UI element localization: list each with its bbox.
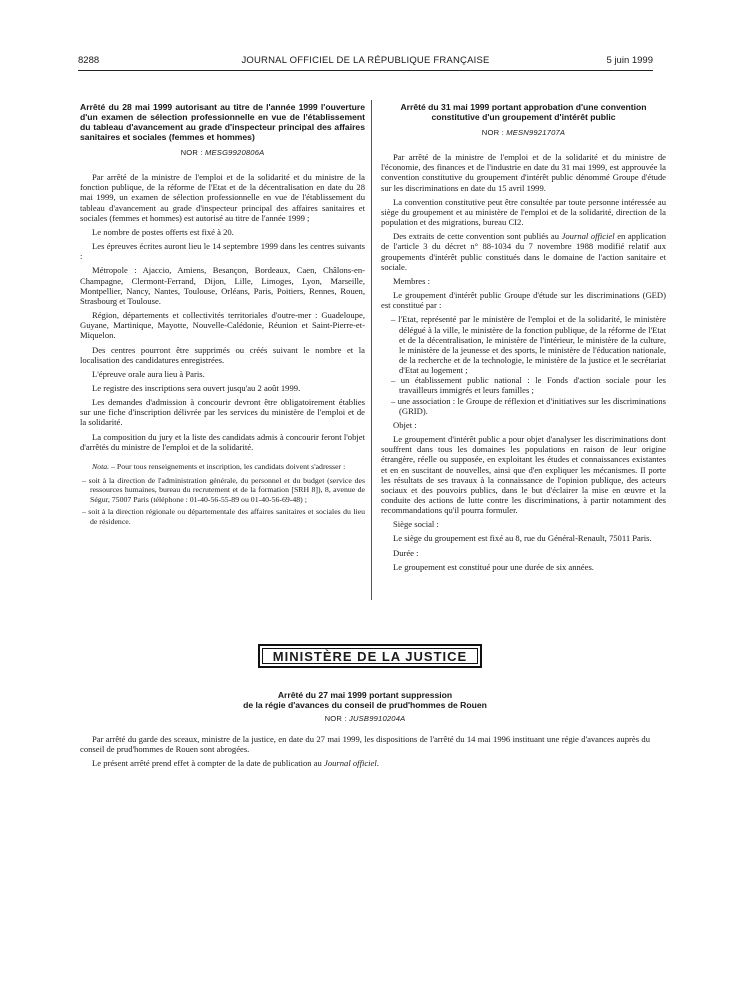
nor-code: MESN9921707A xyxy=(506,128,566,137)
paragraph: Le siège du groupement est fixé au 8, rue du Général-Renault, 75011 Paris. xyxy=(393,533,652,544)
nota-label: Nota. xyxy=(92,461,110,471)
section-label: Siège social : xyxy=(393,519,439,530)
journal-reference: Journal officiel xyxy=(324,758,377,769)
section-label: Durée : xyxy=(393,547,419,558)
ministry-heading-box xyxy=(258,644,482,668)
paragraph: Par arrêté du garde des sceaux, ministre de la justice, en date du 27 mai 1999, les dispositions de l'arrêté du 14 mai 1996 instituant une régie d'avances auprès du conseil de prud'hommes de Rouen sont abrogées. xyxy=(80,734,650,755)
paragraph: Le registre des inscriptions sera ouvert jusqu'au 2 août 1999. xyxy=(92,382,301,393)
section-label: Objet : xyxy=(393,419,417,430)
paragraph: Le groupement est constitué pour une durée de six années. xyxy=(393,561,594,572)
nor-code: MESG9920806A xyxy=(205,148,265,157)
paragraph: La convention constitutive peut être consultée par toute personne intéressée au siège du groupement et au ministère de l'emploi et de la solidarité, direction de la population et des migrations, bureau CI2. xyxy=(381,196,666,228)
nor-reference-left xyxy=(80,148,365,158)
decree-title-right: Arrêté du 31 mai 1999 portant approbation d'une convention constitutive d'un groupement d'intérêt public xyxy=(400,102,647,122)
column-separator xyxy=(371,100,372,600)
paragraph: Métropole : Ajaccio, Amiens, Besançon, Bordeaux, Caen, Châlons-en-Champagne, Clermont-Ferrand, Dijon, Lille, Limoges, Lyon, Marseille, Montpellier, Nancy, Nantes, Toulouse, Orléans, Paris, Poitiers, Rennes, Rouen, Strasbourg et Toulouse. xyxy=(80,265,365,306)
journal-title: JOURNAL OFFICIEL DE LA RÉPUBLIQUE FRANÇAISE xyxy=(241,55,490,66)
paragraph: Région, départements et collectivités territoriales d'outre-mer : Guadeloupe, Guyane, Martinique, Mayotte, Nouvelle-Calédonie, Réunion et Saint-Pierre-et-Miquelon. xyxy=(80,310,365,341)
ministry-heading: MINISTÈRE DE LA JUSTICE xyxy=(262,648,478,664)
text: . xyxy=(376,758,379,769)
nor-label: NOR : xyxy=(180,148,203,157)
paragraph: L'épreuve orale aura lieu à Paris. xyxy=(92,368,205,379)
paragraph: La composition du jury et la liste des candidats admis à concourir feront l'objet d'arrêtés du ministre de l'emploi et de la solidarité. xyxy=(80,431,365,452)
nota-item: – soit à la direction de l'administration générale, du personnel et du budget (service des ressources humaines, bureau du recrutement et de la formation [SRH 8]), 8, avenue de Ségur, 75007 Paris (téléphone : 01-40-56-55-89 ou 01-40-56-69-48) ; xyxy=(82,475,365,504)
decree-title-left: Arrêté du 28 mai 1999 autorisant au titre de l'année 1999 l'ouverture d'un examen de sélection professionnelle en vue de l'établissement du tableau d'avancement au grade d'inspecteur principal des affaires sanitaires et sociales (femmes et hommes) xyxy=(80,102,365,142)
text: Des extraits de cette convention sont publiés au xyxy=(393,231,562,242)
left-column xyxy=(80,102,365,529)
paragraph: Par arrêté de la ministre de l'emploi et de la solidarité et du ministre de la fonction publique, de la réforme de l'Etat et de la décentralisation en date du 28 mai 1999, un examen de sélection professionnelle en vue de l'établissement du tableau d'avancement au grade d'inspecteur principal des affaires sanitaires et sociales (femmes et hommes) est autorisé au titre de l'année 1999 ; xyxy=(80,172,365,223)
section-label: Membres : xyxy=(393,275,430,286)
decree-title-bottom xyxy=(80,690,650,710)
header-rule xyxy=(78,70,653,71)
paragraph: Des centres pourront être supprimés ou créés suivant le nombre et la localisation des candidatures enregistrées. xyxy=(80,344,365,365)
nor-reference-right xyxy=(381,128,666,138)
text: Le présent arrêté prend effet à compter de la date de publication au xyxy=(92,758,324,769)
bottom-decree xyxy=(80,690,650,773)
nota-item: – soit à la direction régionale ou départementale des affaires sanitaires et sociales du lieu de résidence. xyxy=(82,507,365,526)
nor-label: NOR : xyxy=(324,714,347,723)
paragraph: Les demandes d'admission à concourir devront être obligatoirement établies sur une fiche d'inscription délivrée par les services du ministère de l'emploi et de la solidarité. xyxy=(80,397,365,428)
nota-block xyxy=(80,462,365,527)
nor-code: JUSB9910204A xyxy=(348,714,406,723)
issue-date: 5 juin 1999 xyxy=(606,55,653,66)
nota-text: – Pour tous renseignements et inscription, les candidats doivent s'adresser : xyxy=(109,461,346,471)
page-number: 8288 xyxy=(78,55,100,66)
paragraph: Par arrêté de la ministre de l'emploi et de la solidarité et du ministre de l'économie, des finances et de l'industrie en date du 31 mai 1999, est approuvée la convention constitutive du groupement d'intérêt public dénommé Groupe d'étude sur les discriminations en date du 15 avril 1999. xyxy=(381,152,666,193)
journal-reference: Journal officiel xyxy=(561,231,615,242)
paragraph: Les épreuves écrites auront lieu le 14 septembre 1999 dans les centres suivants : xyxy=(80,241,365,262)
paragraph: Le nombre de postes offerts est fixé à 20. xyxy=(92,226,234,237)
member-item: – un établissement public national : le Fonds d'action sociale pour les travailleurs immigrés et leurs familles ; xyxy=(391,375,666,396)
member-item: – une association : le Groupe de réflexion et d'initiatives sur les discriminations (GRID). xyxy=(391,395,666,416)
paragraph xyxy=(381,231,666,272)
member-item: – l'Etat, représenté par le ministère de l'emploi et de la solidarité, le ministère délégué à la ville, le ministère de la fonction publique, de la réforme de l'Etat et de la décentralisation, le ministère de l'intérieur, le ministère de la culture, le ministère de la jeunesse et des sports, le ministère de l'éducation nationale, de la recherche et de la technologie, le ministère de la justice et le secrétariat d'Etat au logement ; xyxy=(391,314,666,376)
right-column xyxy=(381,102,666,576)
page-header xyxy=(78,55,653,69)
nor-label: NOR : xyxy=(481,128,504,137)
paragraph: Le groupement d'intérêt public Groupe d'étude sur les discriminations (GED) est constitué par : xyxy=(381,290,666,311)
nota-paragraph xyxy=(80,462,365,472)
text: en application de l'article 3 du décret n° 88-1034 du 7 novembre 1988 modifié relatif aux groupements d'intérêt public constitués dans le domaine de l'action sanitaire et sociale. xyxy=(381,231,667,272)
paragraph: Le groupement d'intérêt public a pour objet d'analyser les discriminations dont souffrent dans tous les domaines les populations en raison de leur origine étrangère, réelle ou supposée, en exploitant les études et connaissances existantes et en en suscitant de nouvelles, ainsi que d'en expliquer les mécanismes. Il porte les résultats de ses travaux à la connaissance de l'opinion publique, des acteurs sociaux et des pouvoirs publics, dans le but d'éclairer la mise en œuvre et la conduite des actions de lutte contre les discriminations, à partir notamment des recommandations qu'il pourra formuler. xyxy=(381,434,666,516)
title-line: Arrêté du 27 mai 1999 portant suppression xyxy=(277,690,453,700)
paragraph xyxy=(80,758,650,768)
title-line: de la régie d'avances du conseil de prud'hommes de Rouen xyxy=(243,700,487,710)
nor-reference-bottom xyxy=(80,714,650,724)
